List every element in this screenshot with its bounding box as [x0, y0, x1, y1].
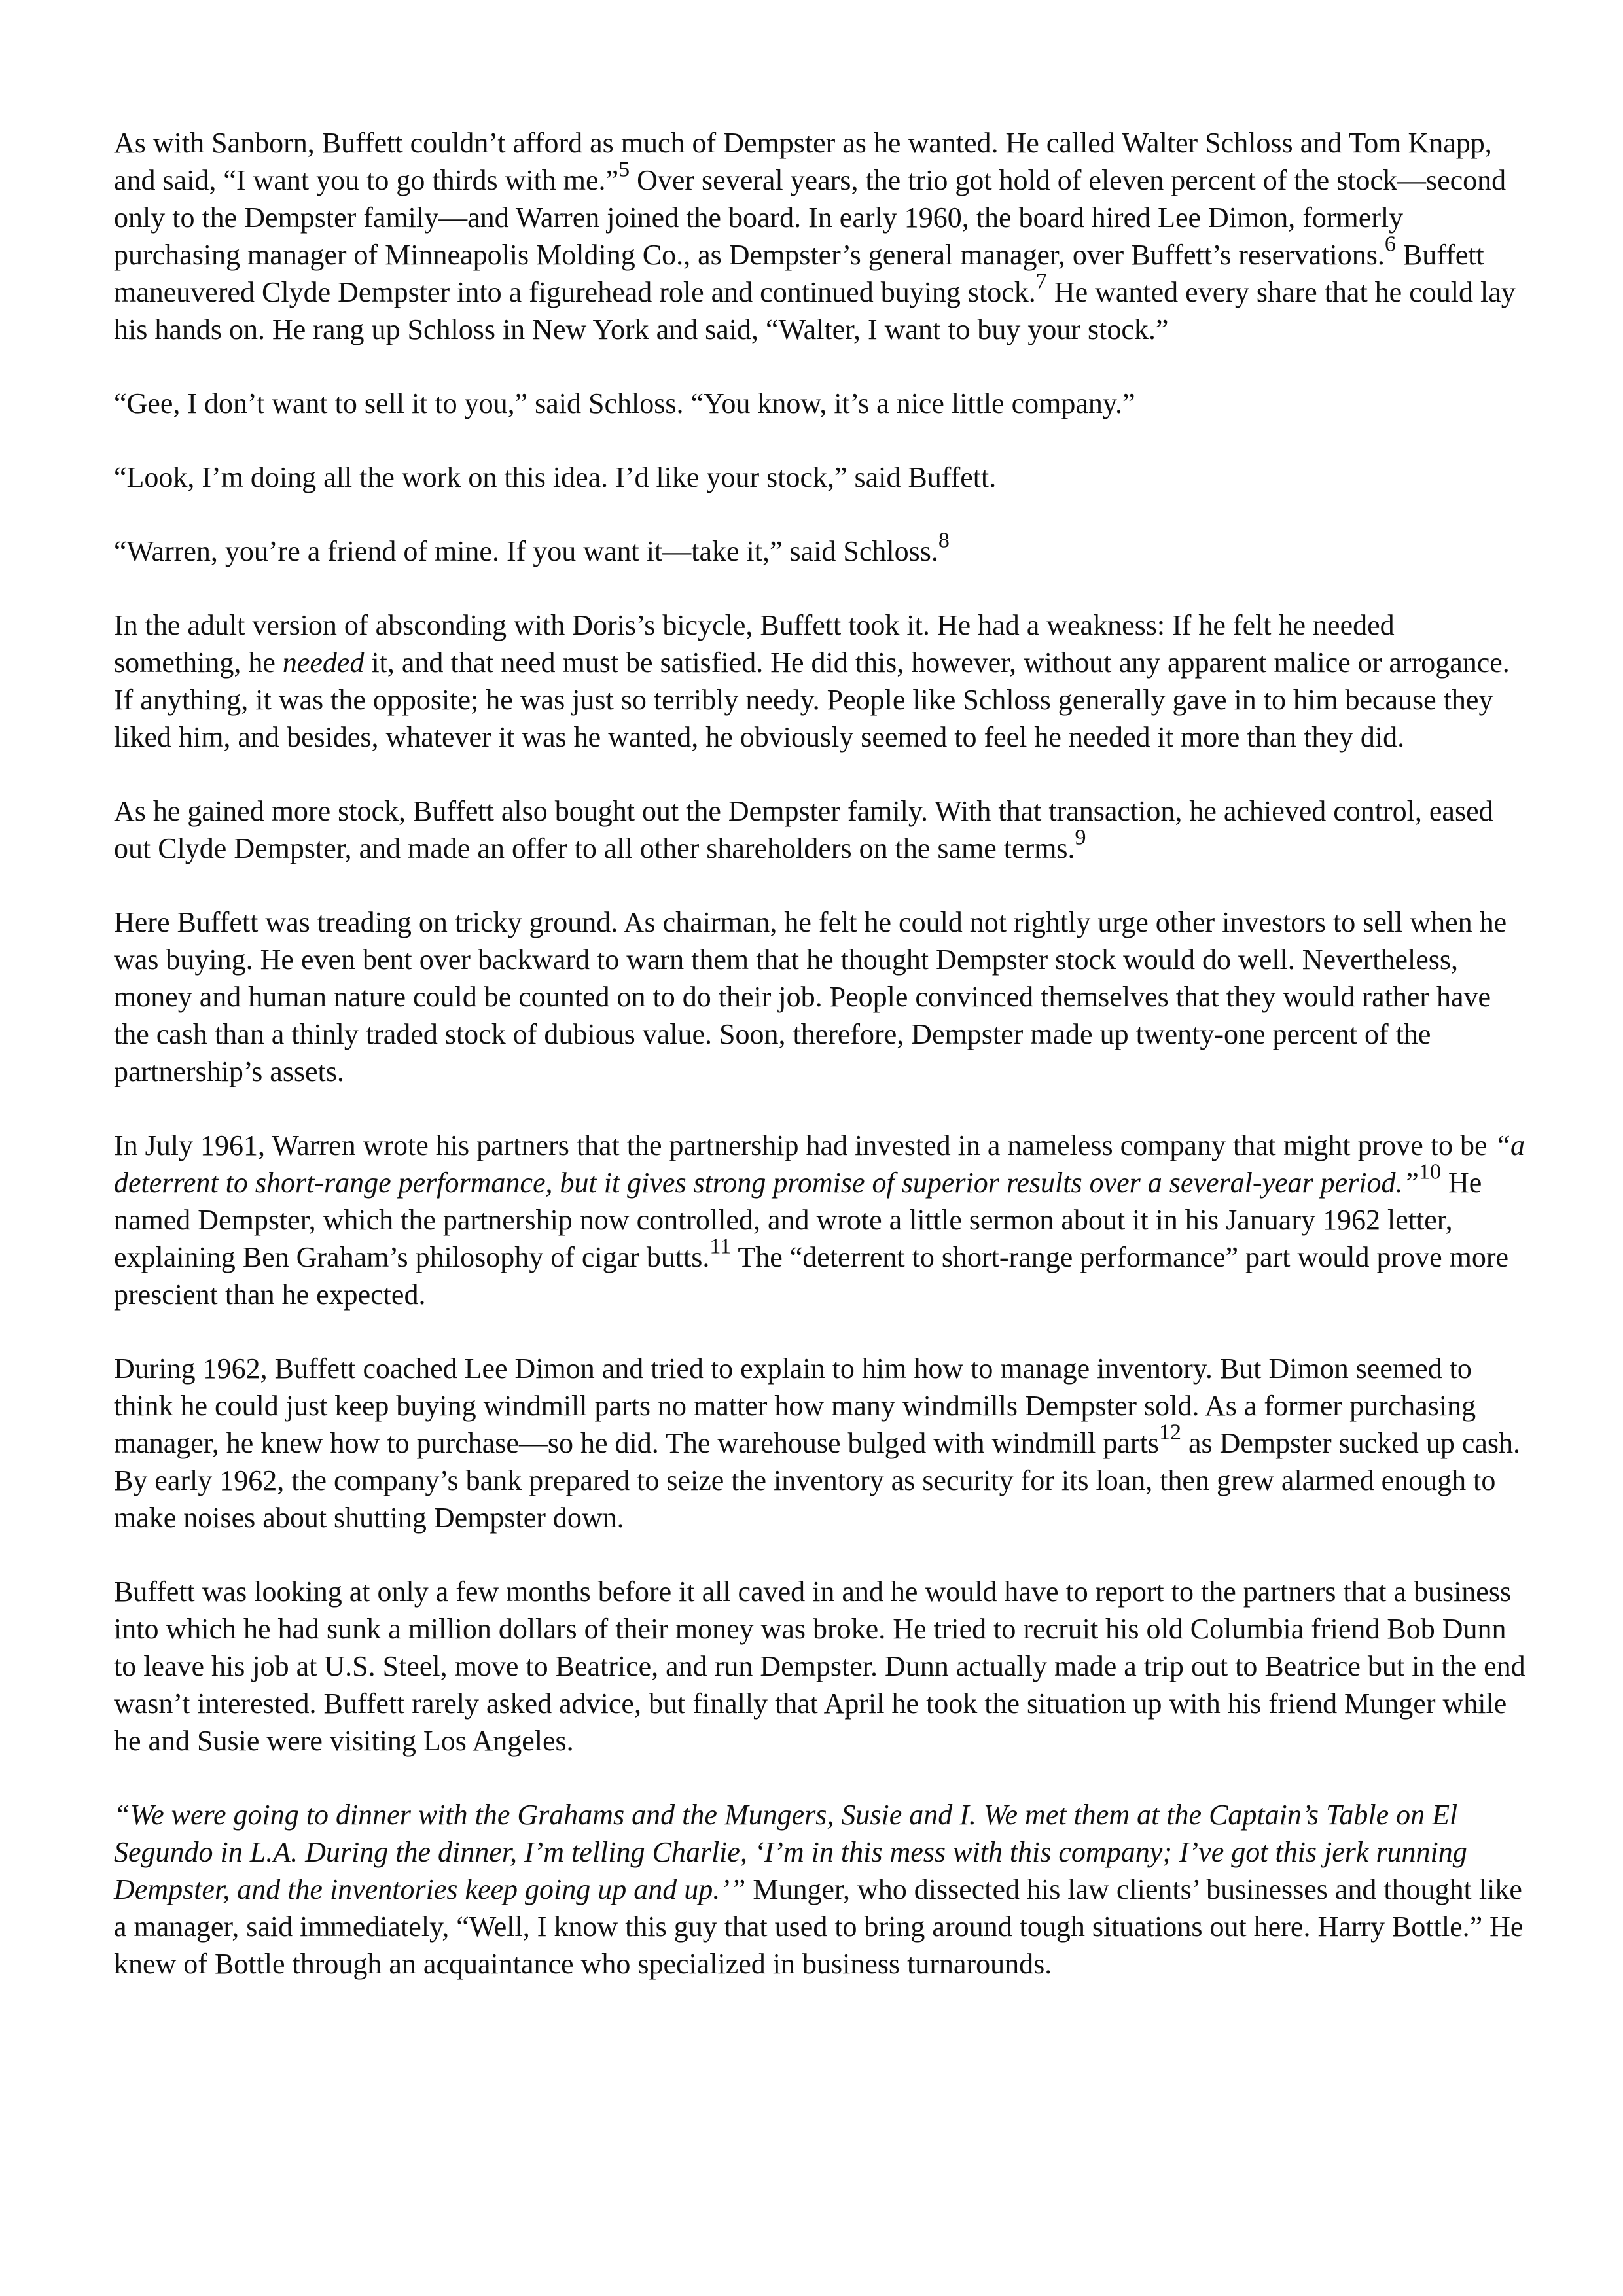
- footnote-ref: 11: [709, 1234, 732, 1259]
- text-run: Buffett was looking at only a few months before it all caved in and he would have to report to the partners that a business into which he had sunk a million dollars of their money was broke. He tried to recruit his old Columbia friend Bob Dunn to leave his job at U.S. Steel, move to Beatrice, and run Dempster. Dunn actually made a trip out to Beatrice but in the end wasn’t interested. Buffett rarely asked advice, but finally that April he took the situation up with his friend Munger while he and Susie were visiting Los Angeles.: [114, 1576, 1525, 1757]
- paragraph-look: [114, 459, 1527, 496]
- text-run: “Warren, you’re a friend of mine. If you want it—take it,” said Schloss.: [114, 535, 938, 567]
- paragraph-gee: [114, 385, 1527, 422]
- footnote-ref: 10: [1419, 1159, 1442, 1184]
- text-run: In the adult version of absconding with Doris’s bicycle, Buffett took it. He had a weakness: If he felt he needed something, he: [114, 609, 1395, 679]
- text-run: As with Sanborn, Buffett couldn’t afford as much of Dempster as he wanted. He called Walter Schloss and Tom Knapp, and said, “I want you to go thirds with me.”: [114, 127, 1492, 196]
- text-run: He wanted every share that he could lay his hands on. He rang up Schloss in New York and said, “Walter, I want to buy your stock.”: [114, 276, 1516, 345]
- footnote-ref: 8: [938, 528, 950, 553]
- text-run: He named Dempster, which the partnership now controlled, and wrote a little sermon about it in his January 1962 letter, explaining Ben Graham’s philosophy of cigar butts.: [114, 1167, 1482, 1273]
- paragraph-friend: [114, 528, 1527, 570]
- text-run: Munger, who dissected his law clients’ businesses and thought like a manager, said immediately, “Well, I know this guy that used to bring around tough situations out here. Harry Bottle.” He knew of Bottle through an acquaintance who specialized in business turnarounds.: [114, 1873, 1524, 1980]
- paragraph-months: [114, 1573, 1527, 1759]
- paragraph-tricky: [114, 904, 1527, 1090]
- text-run: Buffett maneuvered Clyde Dempster into a figurehead role and continued buying stock.: [114, 239, 1484, 308]
- text-run: During 1962, Buffett coached Lee Dimon and tried to explain to him how to manage inventory. But Dimon seemed to think he could just keep buying windmill parts no matter how many windmills Dempster sold. As a former purchasing manager, he knew how to purchase—so he did. The warehouse bulged with windmill parts: [114, 1352, 1476, 1459]
- text-run: Here Buffett was treading on tricky ground. As chairman, he felt he could not rightly urge other investors to sell when he was buying. He even bent over backward to warn them that he thought Dempster stock would do well. Nevertheless, money and human nature could be counted on to do their job. People convinced themselves that they would rather have the cash than a thinly traded stock of dubious value. Soon, therefore, Dempster made up twenty-one percent of the partnership’s assets.: [114, 906, 1507, 1087]
- text-run: The “deterrent to short-range performance” part would prove more prescient than he expected.: [114, 1241, 1509, 1311]
- paragraph-gained: [114, 792, 1527, 867]
- text-run: In July 1961, Warren wrote his partners that the partnership had invested in a nameless company that might prove to be: [114, 1129, 1495, 1161]
- footnote-ref: 12: [1158, 1420, 1181, 1445]
- footnote-ref: 7: [1035, 269, 1047, 294]
- paragraph-during1962: [114, 1350, 1527, 1536]
- text-run: “Look, I’m doing all the work on this idea. I’d like your stock,” said Buffett.: [114, 461, 997, 493]
- paragraph-sanborn: [114, 124, 1527, 348]
- text-run: as Dempster sucked up cash. By early 1962, the company’s bank prepared to seize the inventory as security for its loan, then grew alarmed enough to make noises about shutting Dempster down.: [114, 1427, 1521, 1534]
- italic-text: needed: [282, 646, 365, 679]
- paragraph-bicycle: [114, 607, 1527, 756]
- footnote-ref: 6: [1384, 232, 1396, 256]
- italic-text: “We were going to dinner with the Grahams and the Mungers, Susie and I. We met them at the Captain’s Table on El Segundo in L.A. During the dinner, I’m telling Charlie, ‘I’m in this mess with this company; I’ve got this jerk running Dempster, and the inventories keep going up and up.’”: [114, 1799, 1467, 1905]
- text-run: As he gained more stock, Buffett also bought out the Dempster family. With that transaction, he achieved control, eased out Clyde Dempster, and made an offer to all other shareholders on the same terms.: [114, 795, 1493, 864]
- footnote-ref: 5: [618, 157, 630, 182]
- text-run: it, and that need must be satisfied. He did this, however, without any apparent malice or arrogance. If anything, it was the opposite; he was just so terribly needy. People like Schloss generally gave in to him because they liked him, and besides, whatever it was he wanted, he obviously seemed to feel he needed it more than they did.: [114, 646, 1510, 753]
- document-page: [114, 124, 1527, 1983]
- text-run: “Gee, I don’t want to sell it to you,” said Schloss. “You know, it’s a nice little company.”: [114, 387, 1135, 419]
- paragraph-july1961: [114, 1127, 1527, 1313]
- text-run: Over several years, the trio got hold of eleven percent of the stock—second only to the Dempster family—and Warren joined the board. In early 1960, the board hired Lee Dimon, formerly purchasing manager of Minneapolis Molding Co., as Dempster’s general manager, over Buffett’s reservations.: [114, 164, 1507, 271]
- italic-text: “a deterrent to short-range performance, but it gives strong promise of superior results over a several-year period.”: [114, 1129, 1525, 1199]
- footnote-ref: 9: [1075, 825, 1086, 850]
- paragraph-dinner: [114, 1796, 1527, 1983]
